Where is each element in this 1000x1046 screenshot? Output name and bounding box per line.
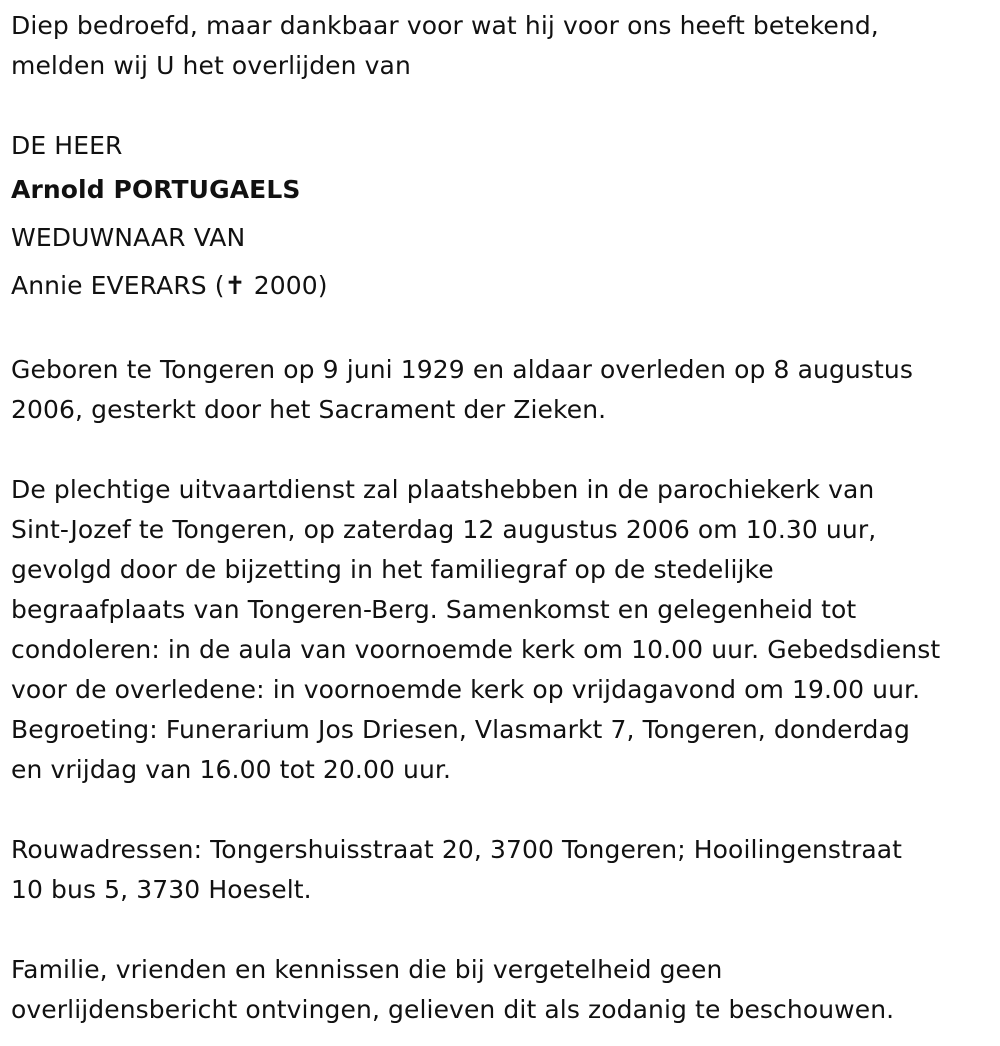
spacer	[11, 910, 996, 950]
intro-paragraph	[11, 6, 996, 86]
funeral-line: Sint-Jozef te Tongeren, op zaterdag 12 augustus 2006 om 10.30 uur,	[11, 515, 877, 544]
spacer	[11, 430, 996, 470]
deceased-title: DE HEER	[11, 131, 123, 160]
funeral-line: De plechtige uitvaartdienst zal plaatshebben in de parochiekerk van	[11, 475, 875, 504]
funeral-line: en vrijdag van 16.00 tot 20.00 uur.	[11, 755, 452, 784]
funeral-line: begraafplaats van Tongeren-Berg. Samenkomst en gelegenheid tot	[11, 595, 857, 624]
intro-line: Diep bedroefd, maar dankbaar voor wat hij voor ons heeft betekend,	[11, 11, 879, 40]
funeral-line: gevolgd door de bijzetting in het familiegraf op de stedelijke	[11, 555, 774, 584]
address-line: 10 bus 5, 3730 Hoeselt.	[11, 875, 312, 904]
spacer	[11, 790, 996, 830]
birth-death-line: 2006, gesterkt door het Sacrament der Zieken.	[11, 395, 607, 424]
death-notice	[11, 6, 996, 1030]
closing-paragraph	[11, 950, 996, 1030]
closing-line: overlijdensbericht ontvingen, gelieven dit als zodanig te beschouwen.	[11, 995, 895, 1024]
spouse-name: Annie EVERARS (✝ 2000)	[11, 271, 328, 300]
deceased-relation: WEDUWNAAR VAN	[11, 223, 246, 252]
funeral-line: voor de overledene: in voornoemde kerk op vrijdagavond om 19.00 uur.	[11, 675, 921, 704]
spacer	[11, 86, 996, 126]
address-line: Rouwadressen: Tongershuisstraat 20, 3700 Tongeren; Hooilingenstraat	[11, 835, 903, 864]
deceased-block	[11, 126, 996, 310]
birth-death-paragraph	[11, 350, 996, 430]
funeral-paragraph	[11, 470, 996, 790]
funeral-line: Begroeting: Funerarium Jos Driesen, Vlasmarkt 7, Tongeren, donderdag	[11, 715, 910, 744]
intro-line: melden wij U het overlijden van	[11, 51, 411, 80]
closing-line: Familie, vrienden en kennissen die bij vergetelheid geen	[11, 955, 723, 984]
funeral-line: condoleren: in de aula van voornoemde kerk om 10.00 uur. Gebedsdienst	[11, 635, 941, 664]
addresses-paragraph	[11, 830, 996, 910]
spacer	[11, 310, 996, 350]
deceased-name: Arnold PORTUGAELS	[11, 175, 301, 204]
birth-death-line: Geboren te Tongeren op 9 juni 1929 en aldaar overleden op 8 augustus	[11, 355, 913, 384]
